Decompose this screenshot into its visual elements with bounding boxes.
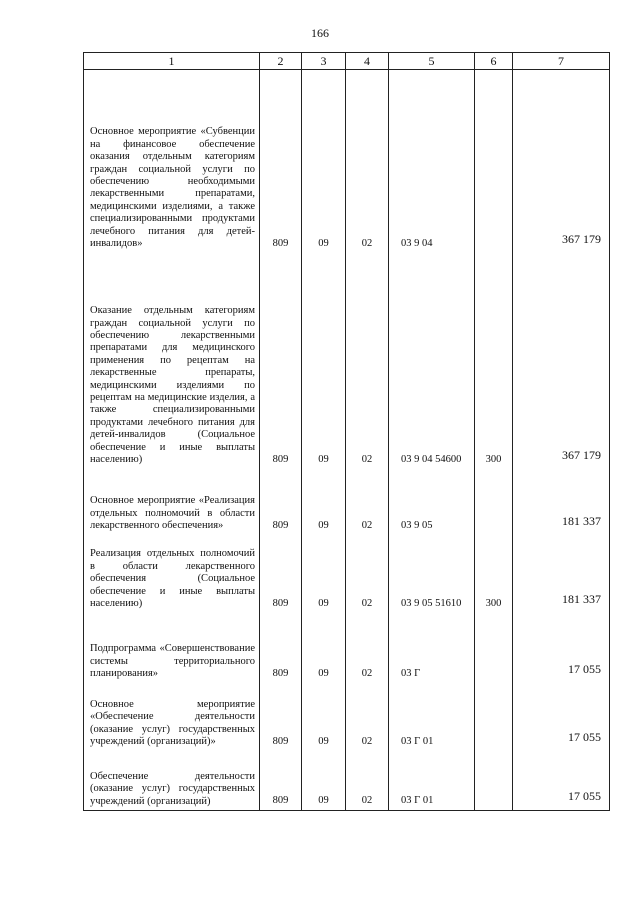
column-header-2: 2	[260, 53, 302, 70]
row-expense-type: 300	[475, 535, 513, 613]
row-amount: 17 055	[513, 613, 610, 683]
row-expense-type	[475, 70, 513, 253]
row-target-code: 03 9 04 54600	[389, 253, 475, 469]
row-expense-type	[475, 683, 513, 751]
row-subsection-code: 02	[346, 751, 389, 811]
row-amount: 367 179	[513, 253, 610, 469]
row-section-code: 09	[302, 253, 346, 469]
row-section-code: 09	[302, 613, 346, 683]
column-header-3: 3	[302, 53, 346, 70]
row-ministry-code: 809	[260, 683, 302, 751]
table-row	[84, 683, 610, 751]
row-subsection-code: 02	[346, 683, 389, 751]
row-ministry-code: 809	[260, 469, 302, 535]
table-row	[84, 535, 610, 613]
column-header-6: 6	[475, 53, 513, 70]
row-section-code: 09	[302, 683, 346, 751]
row-target-code: 03 Г 01	[389, 751, 475, 811]
row-amount: 181 337	[513, 535, 610, 613]
row-ministry-code: 809	[260, 613, 302, 683]
column-header-1: 1	[84, 53, 260, 70]
row-ministry-code: 809	[260, 70, 302, 253]
row-subsection-code: 02	[346, 70, 389, 253]
row-section-code: 09	[302, 535, 346, 613]
row-amount: 17 055	[513, 683, 610, 751]
row-description: Основное мероприятие «Субвенции на финансовое обеспечение оказания отдельным категориям граждан социальной услуги по обеспечению необходимыми лекарственными препаратами, медицинскими изделиями, а также специализированными продуктами лечебного питания для детей-инвалидов»	[84, 70, 260, 253]
row-description: Оказание отдельным категориям граждан социальной услуги по обеспечению лекарственными препаратами для медицинского применения по рецептам на лекарственные препараты, медицинскими изделиями по рецептам на медицинские изделия, а также специализированными продуктами лечебного питания для детей-инвалидов (Социальное обеспечение и иные выплаты населению)	[84, 253, 260, 469]
row-target-code: 03 9 05	[389, 469, 475, 535]
row-description: Основное мероприятие «Реализация отдельных полномочий в области лекарственного обеспечения»	[84, 469, 260, 535]
row-ministry-code: 809	[260, 751, 302, 811]
row-section-code: 09	[302, 469, 346, 535]
column-header-5: 5	[389, 53, 475, 70]
row-target-code: 03 9 04	[389, 70, 475, 253]
row-section-code: 09	[302, 751, 346, 811]
table-row	[84, 70, 610, 253]
row-expense-type	[475, 613, 513, 683]
column-header-7: 7	[513, 53, 610, 70]
row-expense-type	[475, 469, 513, 535]
row-amount: 181 337	[513, 469, 610, 535]
row-subsection-code: 02	[346, 535, 389, 613]
row-description: Основное мероприятие «Обеспечение деятельности (оказание услуг) государственных учреждений (организаций)»	[84, 683, 260, 751]
table-row	[84, 751, 610, 811]
row-target-code: 03 Г 01	[389, 683, 475, 751]
table-row	[84, 469, 610, 535]
row-ministry-code: 809	[260, 535, 302, 613]
row-section-code: 09	[302, 70, 346, 253]
row-subsection-code: 02	[346, 469, 389, 535]
row-description: Обеспечение деятельности (оказание услуг) государственных учреждений (организаций)	[84, 751, 260, 811]
table-row	[84, 253, 610, 469]
row-target-code: 03 Г	[389, 613, 475, 683]
row-subsection-code: 02	[346, 253, 389, 469]
row-amount: 17 055	[513, 751, 610, 811]
row-expense-type	[475, 751, 513, 811]
row-description: Подпрограмма «Совершенствование системы территориального планирования»	[84, 613, 260, 683]
row-description: Реализация отдельных полномочий в области лекарственного обеспечения (Социальное обеспечение и иные выплаты населению)	[84, 535, 260, 613]
row-expense-type: 300	[475, 253, 513, 469]
budget-table	[83, 52, 610, 811]
row-ministry-code: 809	[260, 253, 302, 469]
header-row	[84, 53, 610, 70]
page-number: 166	[311, 26, 329, 40]
row-subsection-code: 02	[346, 613, 389, 683]
column-header-4: 4	[346, 53, 389, 70]
table-row	[84, 613, 610, 683]
row-target-code: 03 9 05 51610	[389, 535, 475, 613]
row-amount: 367 179	[513, 70, 610, 253]
